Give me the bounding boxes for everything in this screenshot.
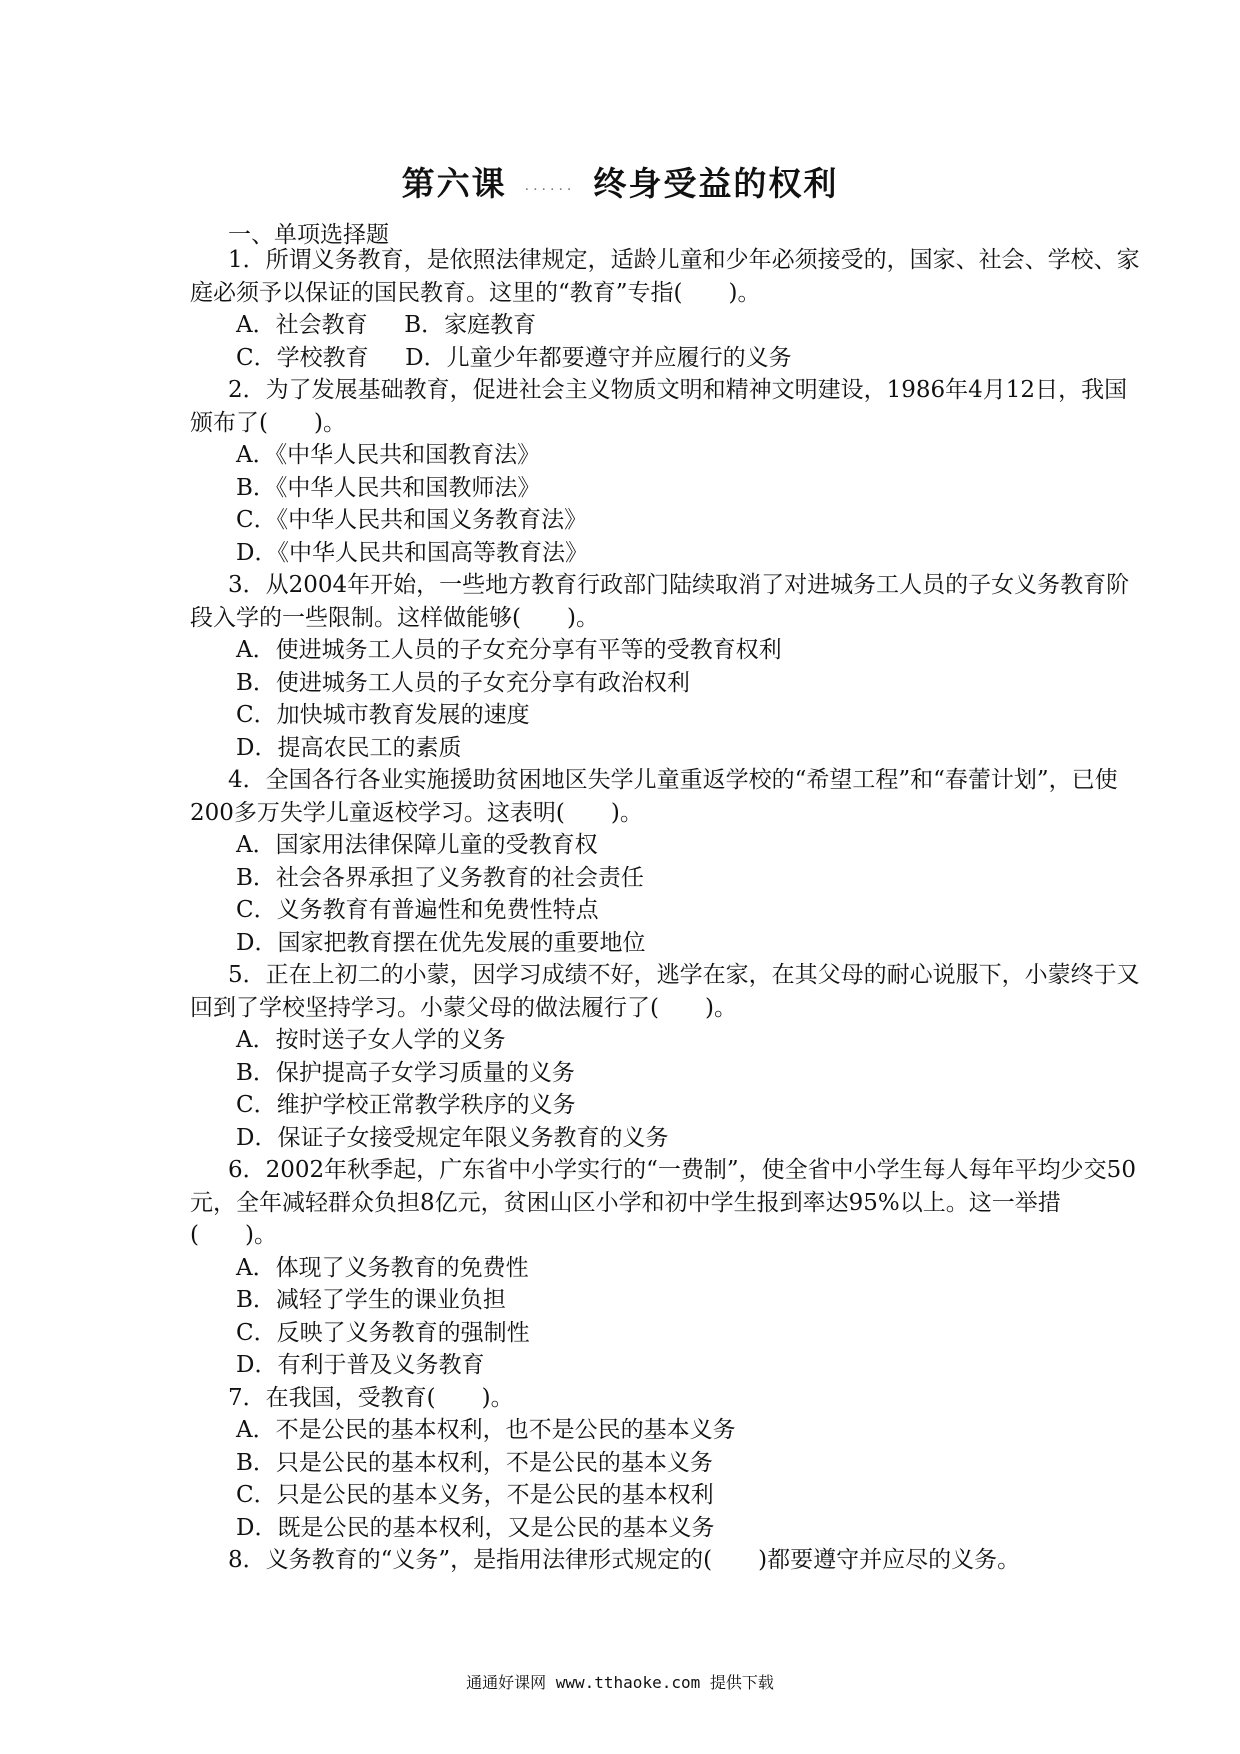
option-6b: B．减轻了学生的课业负担 [236,1287,506,1313]
question-5: 5．正在上初二的小蒙，因学习成绩不好，逃学在家，在其父母的耐心说服下，小蒙终于又回到了学校坚持学习。小蒙父母的做法履行了( )。 [190,962,1140,1021]
title-dots: ...... [524,178,576,194]
option-5c: C．维护学校正常教学秩序的义务 [236,1092,576,1118]
option-7a: A．不是公民的基本权利，也不是公民的基本义务 [236,1417,736,1443]
question-6: 6．2002年秋季起，广东省中小学实行的“一费制”，使全省中小学生每人每年平均少交50元，全年减轻群众负担8亿元，贫困山区小学和初中学生报到率达95%以上。这一举措( )。 [190,1157,1136,1248]
question-2: 2．为了发展基础教育，促进社会主义物质文明和精神文明建设，1986年4月12日，我国颁布了( )。 [190,377,1128,436]
option-3a: A．使进城务工人员的子女充分享有平等的受教育权利 [236,637,782,663]
option-7c: C．只是公民的基本义务，不是公民的基本权利 [236,1482,714,1508]
option-1c: C．学校教育 [236,344,369,371]
question-7: 7．在我国，受教育( )。 [228,1384,514,1411]
option-7d: D．既是公民的基本权利，又是公民的基本义务 [236,1514,715,1541]
question-4: 4．全国各行各业实施援助贫困地区失学儿童重返学校的“希望工程”和“春蕾计划”，已使200多万失学儿童返校学习。这表明( )。 [190,767,1118,826]
option-4c: C．义务教育有普遍性和免费性特点 [236,897,599,923]
option-5d: D．保证子女接受规定年限义务教育的义务 [236,1124,669,1151]
option-2c: C．《中华人民共和国义务教育法》 [236,507,588,533]
question-8: 8．义务教育的“义务”，是指用法律形式规定的( )都要遵守并应尽的义务。 [228,1547,1021,1573]
option-6d: D．有利于普及义务教育 [236,1352,485,1378]
option-2d: D．《中华人民共和国高等教育法》 [236,539,588,566]
option-4b: B．社会各界承担了义务教育的社会责任 [236,864,644,891]
option-1d: D．儿童少年都要遵守并应履行的义务 [405,344,792,371]
question-list [190,244,1140,1577]
options-row-1 [190,309,1140,342]
option-5a: A．按时送子女人学的义务 [236,1027,506,1053]
option-1b: B．家庭教育 [404,312,537,338]
option-4a: A．国家用法律保障儿童的受教育权 [236,832,598,858]
section-heading: 一、单项选择题 [228,222,389,248]
question-3: 3．从2004年开始，一些地方教育行政部门陆续取消了对进城务工人员的子女义务教育阶段入学的一些限制。这样做能够( )。 [190,572,1130,631]
options-row-2 [190,342,1140,375]
option-3b: B．使进城务工人员的子女充分享有政治权利 [236,669,690,696]
title-topic: 终身受益的权利 [593,164,839,203]
title-lesson: 第六课 [401,164,507,203]
option-2a: A．《中华人民共和国教育法》 [236,442,541,468]
question-1: 1．所谓义务教育，是依照法律规定，适龄儿童和少年必须接受的，国家、社会、学校、家庭必须予以保证的国民教育。这里的“教育”专指( )。 [190,247,1140,306]
option-5b: B．保护提高子女学习质量的义务 [236,1059,575,1086]
option-6c: C．反映了义务教育的强制性 [236,1319,530,1346]
option-6a: A．体现了义务教育的免费性 [236,1254,529,1281]
option-3c: C．加快城市教育发展的速度 [236,702,530,728]
option-4d: D．国家把教育摆在优先发展的重要地位 [236,929,646,956]
option-3d: D．提高农民工的素质 [236,734,462,761]
page-title [0,158,1240,205]
download-footer: 通通好课网 www.tthaoke.com 提供下载 [466,1673,774,1692]
option-1a: A．社会教育 [236,312,368,338]
option-7b: B．只是公民的基本权利，不是公民的基本义务 [236,1449,713,1476]
option-2b: B．《中华人民共和国教师法》 [236,474,541,501]
